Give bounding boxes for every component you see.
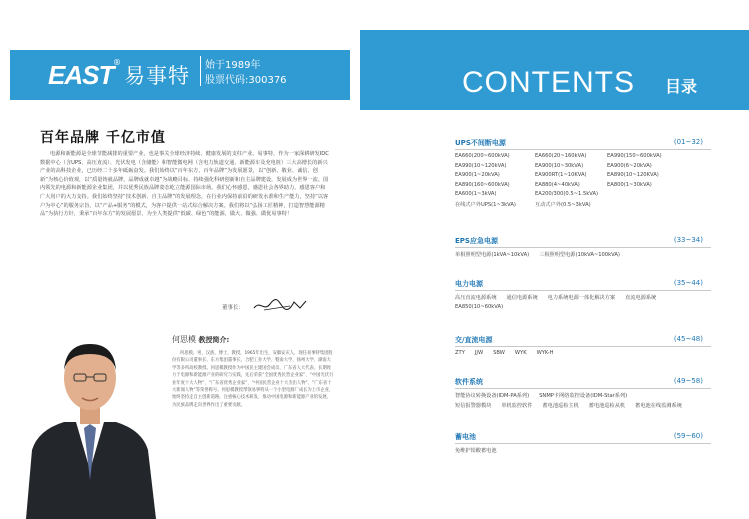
toc-item[interactable]: 蓄电池在线监测系统 [635,402,682,409]
toc-item[interactable] [607,191,707,201]
toc-item[interactable]: SBW [493,350,505,356]
toc-item[interactable]: 单相照明型电源(1kVA~10kVA) [455,252,530,258]
toc-section-header [455,432,711,444]
toc-item[interactable]: 互动式户外(0.5~3kVA) [535,201,591,208]
toc-item[interactable]: WYK [514,350,527,356]
toc-section-title[interactable]: UPS不间断电源 [455,139,506,147]
founded-text: 始于1989年 [205,60,261,71]
toc-item[interactable]: EA900(6~20kVA) [607,162,652,169]
toc-section-header [455,335,711,347]
toc-section [455,236,711,261]
toc-item[interactable]: ZTY [455,350,465,356]
toc-item[interactable]: EA660(200~600kVA) [455,153,510,159]
toc-item[interactable]: 蓄电池巡检从机 [588,402,626,409]
signature-label: 董事长： [222,305,245,311]
toc-item[interactable]: EA880(4~40kVA) [535,181,580,188]
toc-section-title[interactable]: 软件系统 [455,378,483,386]
toc-section [455,279,711,313]
toc-section-header [455,377,711,389]
toc-section-header [455,279,711,291]
toc-item[interactable]: EA850(10~60kVA) [455,303,504,310]
toc-item[interactable]: EA990(10~120kVA) [455,162,507,169]
toc-row [455,201,711,211]
bio-paragraph: 何思模，男，汉族，博士，教授，1965年出生，安徽安庆人，现任易事特集团股份有限公司董事长、东方集团董事长，合肥工业大学、暨南大学、扬州大学、湖南大学等多所高校教授。何思模教授作为中国民主建国会成员、广东省人大代表，长期致力于电源和新能源产业的研究与实践，先后荣获“全国优秀民营企业家”、“中国光伏行业年度十大人物”、“广东省优秀企业家”、“中国民营企业十大杰出人物”、“广东省十大新闻人物”等荣誉称号。何思模教授带领易事特从一个小型电源厂成长为上市企业，始终坚持走自主创新道路，注重核心技术研发，推动中国电源和新能源产业的发展，为民族品牌走向世界作出了重要贡献。 [172,351,334,408]
toc-item[interactable]: 免维护铅酸蓄电池 [455,448,497,454]
toc-item[interactable]: EA660(20~160kVA) [535,153,587,159]
toc-item[interactable]: SNMP卡网络监控设备(IDM-Star系列) [539,393,628,399]
chairman-portrait [18,330,162,519]
toc-item[interactable]: 通信电源系统 [506,295,538,301]
toc-section-header [455,138,711,150]
toc-section [455,138,711,211]
toc-row [455,447,711,457]
toc-row [455,153,711,163]
toc-page-range: (33~34) [673,236,703,244]
toc-section-header [455,236,711,248]
toc-item[interactable]: EA900(10~30kVA) [535,162,584,169]
toc-page-range: (59~60) [673,432,703,440]
toc-section-title[interactable]: 蓄电池 [455,433,476,441]
toc-row [455,182,711,192]
toc-item[interactable]: EA600(1~3kVA) [455,191,497,198]
toc-section [455,335,711,360]
toc-row [455,294,711,304]
toc-row [455,350,711,360]
toc-page-range: (49~58) [673,377,703,385]
toc-section-title[interactable]: 电力电源 [455,280,483,288]
toc-row [455,402,711,412]
toc-section-title[interactable]: 交/直流电源 [455,336,493,344]
toc-item[interactable]: 单机监控软件 [501,402,533,409]
stock-code: 股票代码:300376 [205,75,287,86]
bio-title: 教授简介: [198,336,230,344]
toc-section-title[interactable]: EPS应急电源 [455,237,498,245]
toc-item[interactable]: EA900RT(1~10KVA) [535,172,587,179]
intro-paragraph: 电源和新能源是全球节能减排的重要产业，也是事关全球经济持续、健康发展的支柱产业。易事特，作为一家深耕研发IDC数据中心（含UPS、高压直流）、光伏发电（含储能）和智能微电网（含电力轨道交通、新能源车及充电桩）三大高增长的新兴产业的高科技企业，已历经二十多年砥砺奋发。我们始终以“百年东方，百年品牌”为发展愿景，以“创新、敬业、诚信、创新”为核心价值观，以“质量铸就品牌，品牌成就卓越”为战略目标，持续强化科研创新和自主品牌建设，发展成为世界一流、国内领先的电源和新能源企业集团，并以优秀民族品牌姿态屹立能源国际市场。我们心怀感恩，感恩社会各界助力，感恩客户和广大用户的大力支持。我们始终坚持“技术创新、自主品牌”的发展理念，在行业内保持前沿的研发水准和生产能力，坚持“以客户为中心”的服务宗旨，以“产品+服务”的模式，为客户提供一站式综合解决方案。我们将以“弘扬工匠精神，打造智慧能源精品”为执行方针，秉承“百年东方”的发展愿景，为全人类提供“低碳、绿色”的能源，做大、做强、做优易事特！ [40,151,329,218]
toc-page-range: (01~32) [673,138,703,146]
toc-page-range: (45~48) [673,335,703,343]
toc-item[interactable]: 蓄电池巡检主机 [542,402,579,409]
toc-item[interactable]: EA890(10~120KVA) [607,172,659,179]
contents-title: CONTENTS [462,66,635,99]
toc-page-range: (35~44) [673,279,703,287]
toc-row [455,251,711,261]
contents-title-cn: 目录 [665,77,698,96]
toc-section [455,377,711,411]
toc-item[interactable]: 直流电源系统 [625,295,657,301]
headline: 百年品牌 千亿市值 [40,130,166,146]
toc-item[interactable]: 三相照明型电源(10kVA~100kVA) [539,252,620,258]
toc-item[interactable]: 电力系统电源一体化解决方案 [547,295,616,301]
toc-item[interactable] [607,201,707,211]
toc-item[interactable]: EA900(1~20kVA) [455,172,500,179]
toc-item[interactable]: WYK-H [536,350,554,356]
toc-item[interactable]: EA200/300(0.5~1.5kVA) [535,191,599,198]
toc-item[interactable]: EA890(160~600kVA) [455,181,510,188]
toc-row [455,172,711,182]
toc-item[interactable]: 短信报警器模块 [455,402,492,409]
logo-divider [200,56,201,86]
toc-row [455,191,711,201]
toc-section [455,432,711,457]
east-logo: EAST [48,60,114,90]
toc-row [455,163,711,173]
toc-item[interactable]: 智能协议转换设备(IDM-PA系列) [455,393,530,399]
toc-item[interactable]: EA990(150~600kVA) [607,153,662,159]
signature-image [250,296,310,314]
toc-item[interactable]: EA800(1~30kVA) [607,181,652,188]
toc-item[interactable]: JJW [474,350,484,356]
brand-cn-logo: 易事特 [124,64,190,88]
bio-header [172,334,229,345]
toc-item[interactable]: 在线式户外UPS(1~3kVA) [455,201,516,208]
toc-item[interactable]: 高压直流电源系统 [455,295,497,301]
toc-row [455,304,711,314]
toc-row [455,392,711,402]
bio-name: 何思模 [172,335,196,344]
registered-mark: ® [113,58,121,67]
